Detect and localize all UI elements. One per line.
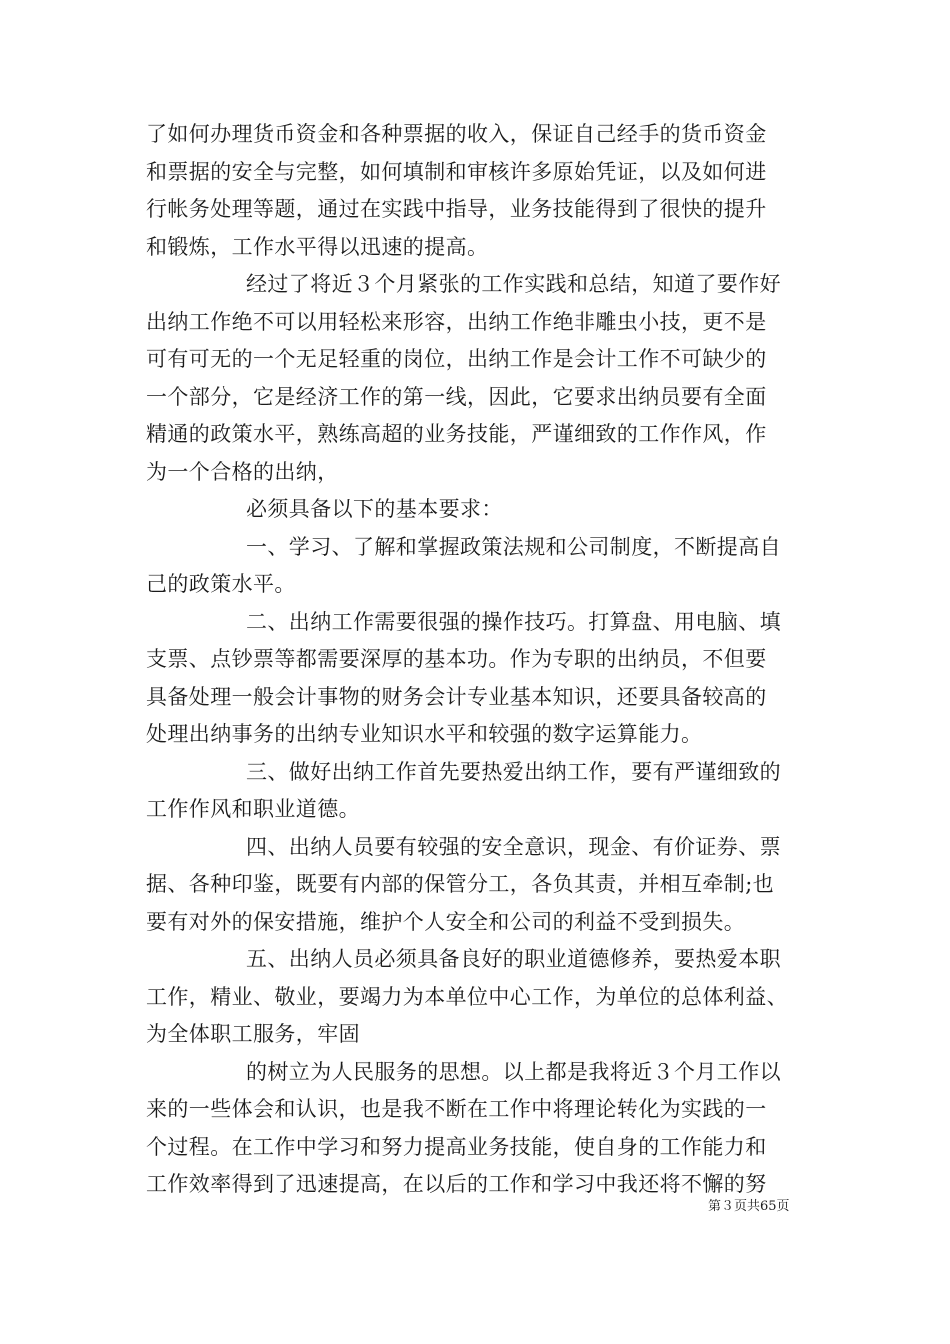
text-line: 来的一些体会和认识，也是我不断在工作中将理论转化为实践的一 (146, 1097, 767, 1121)
text-line: 据、各种印鉴，既要有内部的保管分工，各负其责，并相互牵制;也 (146, 872, 775, 896)
text-line: 精通的政策水平，熟练高超的业务技能，严谨细致的工作作风，作 (146, 422, 767, 446)
text-line: 和锻炼，工作水平得以迅速的提高。 (146, 234, 489, 259)
list-item-1-line: 一、学习、了解和掌握政策法规和公司制度，不断提高自 (246, 534, 781, 559)
page-number-footer: 第３页共65页 (708, 1199, 790, 1214)
list-item-2-line: 二、出纳工作需要很强的操作技巧。打算盘、用电脑、填 (246, 609, 781, 634)
text-line: 一个部分，它是经济工作的第一线，因此，它要求出纳员要有全面 (146, 384, 767, 409)
text-line: 为一个合格的出纳， (146, 459, 339, 484)
text-line: 要有对外的保安措施，维护个人安全和公司的利益不受到损失。 (146, 909, 746, 934)
list-item-5-line: 五、出纳人员必须具备良好的职业道德修养，要热爱本职 (246, 947, 781, 971)
text-line: 和票据的安全与完整，如何填制和审核许多原始凭证，以及如何进 (146, 159, 767, 184)
text-line: 工作，精业、敬业，要竭力为本单位中心工作，为单位的总体利益、 (146, 984, 788, 1009)
text-line: 为全体职工服务，牢固 (146, 1022, 360, 1046)
paragraph-start-line: 必须具备以下的基本要求： (246, 497, 503, 521)
text-line: 个过程。在工作中学习和努力提高业务技能，使自身的工作能力和 (146, 1134, 767, 1159)
text-line: 出纳工作绝不可以用轻松来形容，出纳工作绝非雕虫小技，更不是 (146, 309, 767, 334)
text-line: 行帐务处理等题，通过在实践中指导，业务技能得到了很快的提升 (146, 197, 767, 221)
list-item-3-line: 三、做好出纳工作首先要热爱出纳工作，要有严谨细致的 (246, 759, 781, 784)
text-line: 工作效率得到了迅速提高，在以后的工作和学习中我还将不懈的努 (146, 1172, 767, 1196)
text-line: 支票、点钞票等都需要深厚的基本功。作为专职的出纳员，不但要 (146, 647, 767, 671)
body-text (146, 116, 812, 1204)
text-line: 处理出纳事务的出纳专业知识水平和较强的数字运算能力。 (146, 722, 703, 746)
text-line: 具备处理一般会计事物的财务会计专业基本知识，还要具备较高的 (146, 684, 767, 709)
text-line: 可有可无的一个无足轻重的岗位，出纳工作是会计工作不可缺少的 (146, 347, 767, 371)
paragraph-start-line: 的树立为人民服务的思想。以上都是我将近３个月工作以 (246, 1059, 781, 1084)
text-line: 工作作风和职业道德。 (146, 797, 360, 821)
list-item-4-line: 四、出纳人员要有较强的安全意识，现金、有价证券、票 (246, 834, 781, 859)
paragraph-start-line: 经过了将近３个月紧张的工作实践和总结，知道了要作好 (246, 272, 781, 296)
text-line: 己的政策水平。 (146, 572, 296, 596)
text-line: 了如何办理货币资金和各种票据的收入，保证自己经手的货币资金 (146, 122, 767, 146)
